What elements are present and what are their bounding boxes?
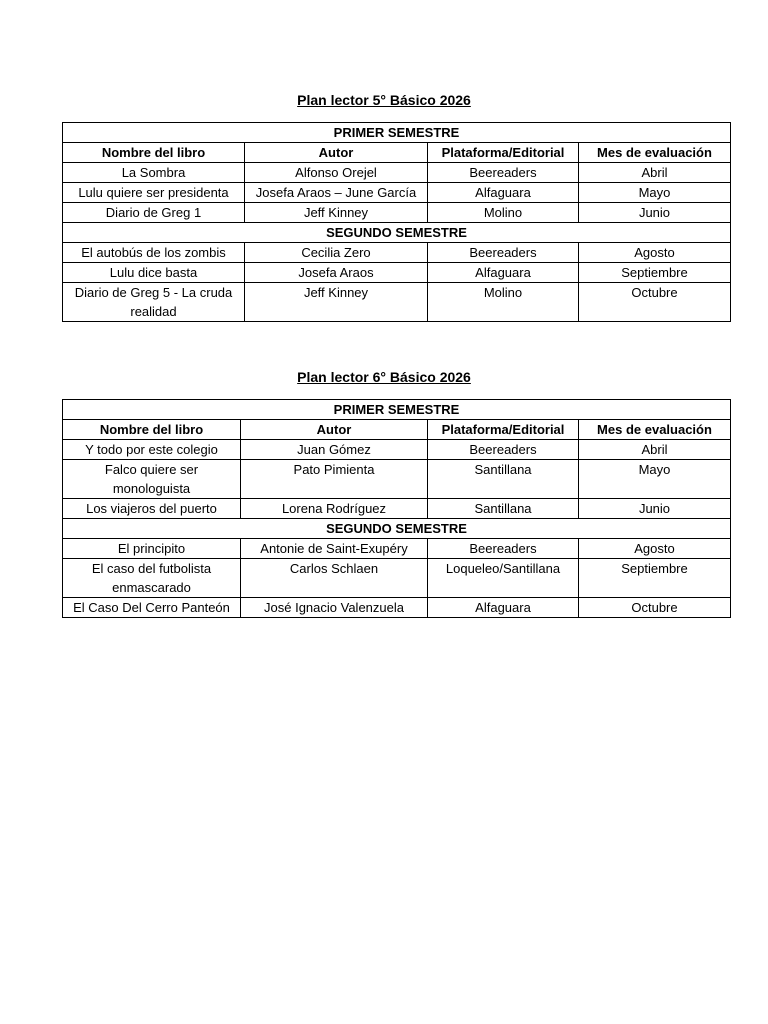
semester-label: SEGUNDO SEMESTRE <box>63 223 731 243</box>
book-title-cell: La Sombra <box>63 163 245 183</box>
author-cell: Jeff Kinney <box>245 203 428 223</box>
month-cell: Agosto <box>579 243 731 263</box>
month-cell: Septiembre <box>579 263 731 283</box>
publisher-cell: Alfaguara <box>428 263 579 283</box>
column-header: Mes de evaluación <box>579 420 731 440</box>
publisher-cell: Molino <box>428 283 579 322</box>
column-header: Nombre del libro <box>63 420 241 440</box>
book-title-cell: Diario de Greg 5 - La cruda realidad <box>63 283 245 322</box>
month-cell: Abril <box>579 163 731 183</box>
book-title-cell: Lulu quiere ser presidenta <box>63 183 245 203</box>
book-title-cell: Los viajeros del puerto <box>63 499 241 519</box>
book-title-cell: El Caso Del Cerro Panteón <box>63 598 241 618</box>
author-cell: Jeff Kinney <box>245 283 428 322</box>
plan-title-5: Plan lector 5° Básico 2026 <box>297 92 471 108</box>
table-row <box>63 460 731 499</box>
plan-table-6 <box>62 399 731 618</box>
semester-label: SEGUNDO SEMESTRE <box>63 519 731 539</box>
column-header: Plataforma/Editorial <box>428 143 579 163</box>
month-cell: Octubre <box>579 598 731 618</box>
book-title-cell: Diario de Greg 1 <box>63 203 245 223</box>
author-cell: Carlos Schlaen <box>241 559 428 598</box>
semester-label: PRIMER SEMESTRE <box>63 400 731 420</box>
table-row <box>63 243 731 263</box>
table-row <box>63 499 731 519</box>
publisher-cell: Alfaguara <box>428 183 579 203</box>
semester-row <box>63 123 731 143</box>
book-title-cell: Falco quiere ser monologuista <box>63 460 241 499</box>
publisher-cell: Beereaders <box>428 243 579 263</box>
month-cell: Octubre <box>579 283 731 322</box>
header-row <box>63 420 731 440</box>
author-cell: Antonie de Saint-Exupéry <box>241 539 428 559</box>
plan-title-6: Plan lector 6° Básico 2026 <box>297 369 471 385</box>
author-cell: Cecilia Zero <box>245 243 428 263</box>
table-row <box>63 163 731 183</box>
book-title-cell: Lulu dice basta <box>63 263 245 283</box>
semester-row <box>63 400 731 420</box>
column-header: Mes de evaluación <box>579 143 731 163</box>
month-cell: Mayo <box>579 183 731 203</box>
month-cell: Junio <box>579 499 731 519</box>
table-row <box>63 539 731 559</box>
semester-row <box>63 519 731 539</box>
author-cell: Juan Gómez <box>241 440 428 460</box>
publisher-cell: Santillana <box>428 460 579 499</box>
publisher-cell: Beereaders <box>428 539 579 559</box>
month-cell: Junio <box>579 203 731 223</box>
author-cell: Pato Pimienta <box>241 460 428 499</box>
table-row <box>63 203 731 223</box>
author-cell: Josefa Araos <box>245 263 428 283</box>
month-cell: Septiembre <box>579 559 731 598</box>
column-header: Nombre del libro <box>63 143 245 163</box>
month-cell: Abril <box>579 440 731 460</box>
table-row <box>63 183 731 203</box>
publisher-cell: Loqueleo/Santillana <box>428 559 579 598</box>
publisher-cell: Santillana <box>428 499 579 519</box>
table-row <box>63 598 731 618</box>
table-row <box>63 559 731 598</box>
publisher-cell: Alfaguara <box>428 598 579 618</box>
author-cell: Josefa Araos – June García <box>245 183 428 203</box>
plan-table-5 <box>62 122 731 322</box>
column-header: Plataforma/Editorial <box>428 420 579 440</box>
author-cell: José Ignacio Valenzuela <box>241 598 428 618</box>
book-title-cell: El principito <box>63 539 241 559</box>
table-row <box>63 440 731 460</box>
month-cell: Mayo <box>579 460 731 499</box>
semester-row <box>63 223 731 243</box>
publisher-cell: Beereaders <box>428 163 579 183</box>
header-row <box>63 143 731 163</box>
month-cell: Agosto <box>579 539 731 559</box>
publisher-cell: Beereaders <box>428 440 579 460</box>
table-row <box>63 263 731 283</box>
book-title-cell: El caso del futbolista enmascarado <box>63 559 241 598</box>
author-cell: Lorena Rodríguez <box>241 499 428 519</box>
column-header: Autor <box>245 143 428 163</box>
book-title-cell: El autobús de los zombis <box>63 243 245 263</box>
author-cell: Alfonso Orejel <box>245 163 428 183</box>
book-title-cell: Y todo por este colegio <box>63 440 241 460</box>
publisher-cell: Molino <box>428 203 579 223</box>
semester-label: PRIMER SEMESTRE <box>63 123 731 143</box>
table-row <box>63 283 731 322</box>
column-header: Autor <box>241 420 428 440</box>
